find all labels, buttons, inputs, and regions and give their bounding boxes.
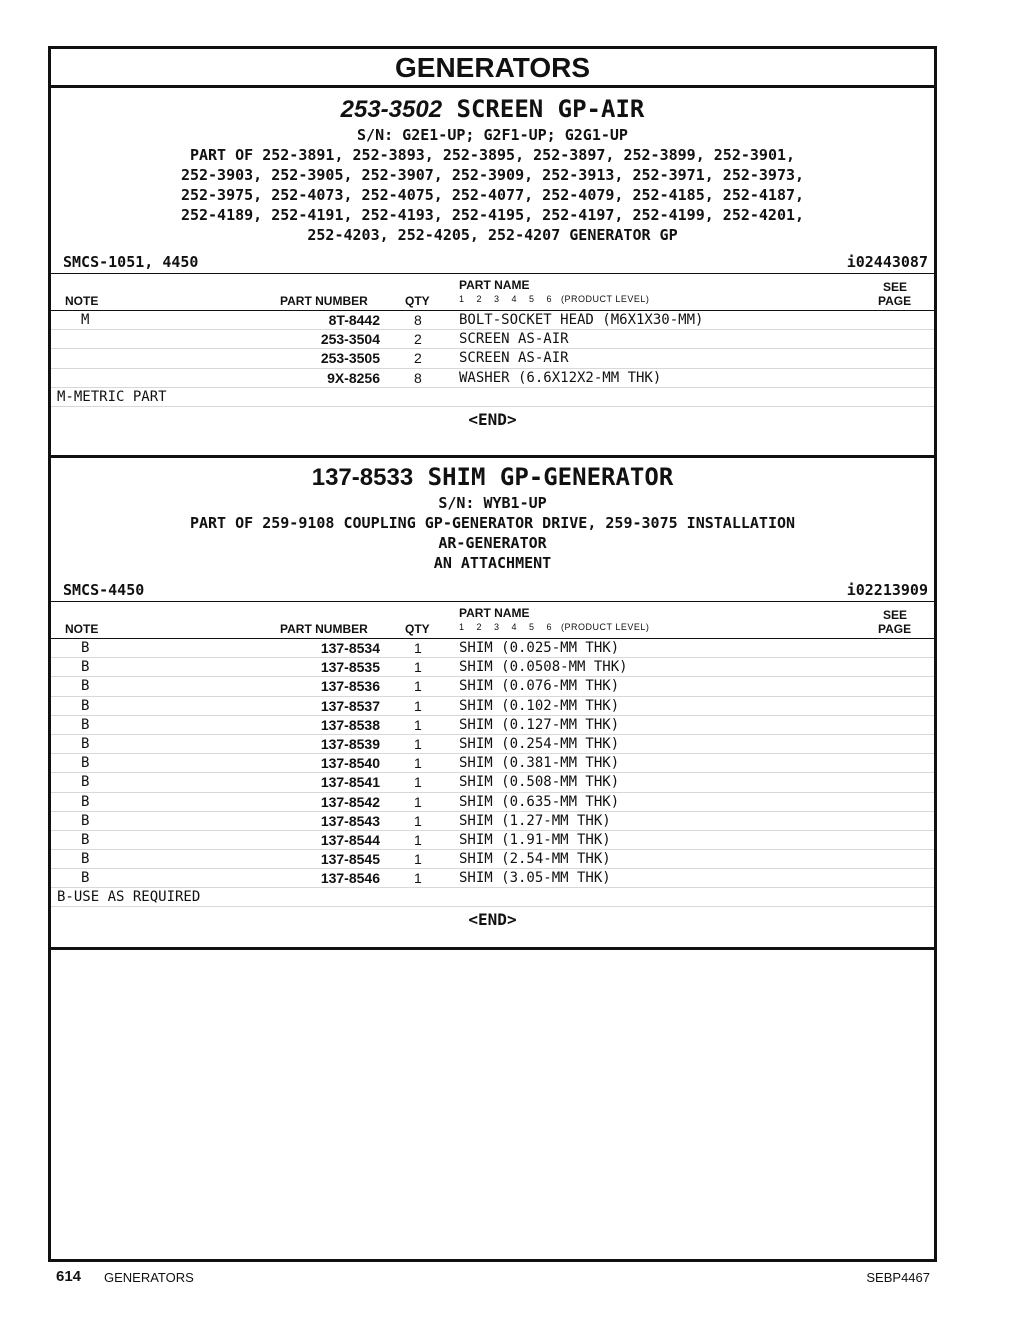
row-qty: 1: [414, 735, 422, 752]
row-part-name: SHIM (0.508-MM THK): [459, 774, 620, 791]
row-note: B: [81, 716, 90, 733]
row-part-number: 137-8541: [320, 774, 380, 791]
part-of-line: AN ATTACHMENT: [433, 554, 552, 572]
col-part-number: PART NUMBER: [280, 622, 368, 636]
table-row: [51, 735, 934, 754]
table-row: [51, 793, 934, 812]
row-qty: 1: [414, 678, 422, 695]
row-part-number: 137-8545: [320, 851, 380, 868]
footnote: M-METRIC PART: [51, 388, 934, 407]
col-see: SEE: [883, 280, 908, 294]
row-note: M: [81, 312, 90, 328]
row-note: B: [81, 851, 90, 868]
table-row: [51, 754, 934, 773]
row-part-name: SHIM (0.076-MM THK): [459, 678, 620, 695]
row-part-name: SHIM (0.381-MM THK): [459, 755, 620, 772]
row-part-name: SHIM (0.127-MM THK): [459, 716, 620, 733]
group-name: SHIM GP-GENERATOR: [427, 463, 674, 491]
row-part-name: SHIM (2.54-MM THK): [459, 851, 611, 868]
page-number: 614: [56, 1268, 82, 1285]
row-qty: 1: [414, 870, 422, 887]
part-of-line: 252-4189, 252-4191, 252-4193, 252-4195, 252-4197, 252-4199, 252-4201,: [180, 206, 805, 224]
row-note: B: [81, 774, 90, 791]
row-note: B: [81, 870, 90, 887]
row-part-name: SHIM (0.102-MM THK): [459, 697, 620, 714]
section-shim-gp-generator: [51, 462, 934, 950]
row-note: B: [81, 659, 90, 676]
row-note: B: [81, 755, 90, 772]
col-part-name: PART NAME: [459, 606, 530, 620]
col-part-name: PART NAME: [459, 278, 530, 292]
row-part-number: 253-3504: [320, 331, 380, 348]
row-qty: 1: [414, 697, 422, 714]
row-qty: 2: [414, 331, 422, 348]
table-row: [51, 639, 934, 658]
row-part-number: 8T-8442: [328, 312, 380, 328]
row-part-name: SHIM (3.05-MM THK): [459, 870, 611, 887]
row-part-name: SHIM (0.635-MM THK): [459, 793, 620, 810]
row-note: B: [81, 831, 90, 848]
illustration-ref: i02213909: [846, 581, 928, 599]
section-title: [51, 462, 934, 493]
row-part-name: BOLT-SOCKET HEAD (M6X1X30-MM): [459, 312, 704, 328]
table-row: [51, 697, 934, 716]
part-of-line: 252-4203, 252-4205, 252-4207 GENERATOR GP: [307, 226, 678, 244]
smcs-row: [51, 251, 934, 273]
row-note: B: [81, 697, 90, 714]
shim-rows: [51, 639, 934, 888]
col-page: PAGE: [878, 622, 912, 636]
footnote: B-USE AS REQUIRED: [51, 888, 934, 907]
row-qty: 1: [414, 793, 422, 810]
table-row: [51, 349, 934, 368]
row-part-name: WASHER (6.6X12X2-MM THK): [459, 369, 662, 386]
row-part-name: SCREEN AS-AIR: [459, 331, 569, 348]
table-row: [51, 773, 934, 792]
table-row: [51, 869, 934, 888]
row-part-name: SHIM (0.254-MM THK): [459, 735, 620, 752]
table-row: [51, 369, 934, 388]
part-of-line: AR-GENERATOR: [438, 534, 547, 552]
row-qty: 2: [414, 350, 422, 367]
row-note: B: [81, 735, 90, 752]
section-screen-gp-air: [51, 94, 934, 458]
row-qty: 1: [414, 812, 422, 829]
table-row: [51, 716, 934, 735]
row-part-number: 9X-8256: [327, 369, 380, 386]
document-id: SEBP4467: [866, 1270, 930, 1285]
row-part-number: 137-8535: [320, 659, 380, 676]
table-row: [51, 330, 934, 349]
row-qty: 1: [414, 659, 422, 676]
page-title: GENERATORS: [51, 49, 934, 88]
illustration-ref: i02443087: [846, 253, 928, 271]
row-part-number: 137-8543: [320, 812, 380, 829]
page-footer: [56, 1268, 930, 1288]
smcs-code: SMCS-1051, 4450: [63, 253, 199, 271]
section-title: [51, 94, 934, 125]
row-qty: 1: [414, 716, 422, 733]
part-of-line: 252-3903, 252-3905, 252-3907, 252-3909, 252-3913, 252-3971, 252-3973,: [180, 166, 805, 184]
table-row: [51, 831, 934, 850]
table-header: [51, 601, 934, 639]
row-qty: 8: [414, 369, 422, 386]
footer-section: GENERATORS: [104, 1270, 194, 1285]
row-part-number: 253-3505: [320, 350, 380, 367]
table-row: [51, 677, 934, 696]
end-marker: <END>: [468, 409, 517, 429]
serial-line: S/N: G2E1-UP; G2F1-UP; G2G1-UP: [357, 126, 628, 144]
group-part-number: 137-8533: [311, 464, 414, 491]
table-header: [51, 273, 934, 311]
table-row: [51, 850, 934, 869]
col-page: PAGE: [878, 294, 912, 308]
row-part-name: SHIM (0.0508-MM THK): [459, 659, 628, 676]
row-note: B: [81, 640, 90, 656]
row-note: B: [81, 678, 90, 695]
row-qty: 1: [414, 640, 422, 656]
col-note: NOTE: [65, 622, 99, 636]
table-row: [51, 311, 934, 330]
part-of-line: PART OF 252-3891, 252-3893, 252-3895, 252-3897, 252-3899, 252-3901,: [189, 146, 796, 164]
row-qty: 1: [414, 755, 422, 772]
row-note: B: [81, 812, 90, 829]
page-frame: [48, 46, 937, 1262]
row-qty: 8: [414, 312, 422, 328]
col-qty: QTY: [405, 294, 430, 308]
row-part-name: SCREEN AS-AIR: [459, 350, 569, 367]
row-part-number: 137-8546: [320, 870, 380, 887]
row-part-number: 137-8539: [320, 735, 380, 752]
col-part-number: PART NUMBER: [280, 294, 368, 308]
part-of-line: PART OF 259-9108 COUPLING GP-GENERATOR DRIVE, 259-3075 INSTALLATION: [189, 514, 796, 532]
row-note: B: [81, 793, 90, 810]
row-part-name: SHIM (1.27-MM THK): [459, 812, 611, 829]
section-header: [51, 462, 934, 573]
row-part-number: 137-8536: [320, 678, 380, 695]
smcs-code: SMCS-4450: [63, 581, 145, 599]
table-row: [51, 812, 934, 831]
part-of-line: 252-3975, 252-4073, 252-4075, 252-4077, 252-4079, 252-4185, 252-4187,: [180, 186, 805, 204]
smcs-row: [51, 579, 934, 601]
serial-line: S/N: WYB1-UP: [438, 494, 547, 512]
row-qty: 1: [414, 851, 422, 868]
row-part-number: 137-8534: [320, 640, 380, 656]
row-qty: 1: [414, 774, 422, 791]
row-part-number: 137-8544: [320, 831, 380, 848]
row-part-name: SHIM (0.025-MM THK): [459, 640, 620, 656]
row-part-number: 137-8540: [320, 755, 380, 772]
end-marker: <END>: [468, 910, 517, 930]
col-note: NOTE: [65, 294, 99, 308]
row-part-number: 137-8538: [320, 716, 380, 733]
row-part-name: SHIM (1.91-MM THK): [459, 831, 611, 848]
row-part-number: 137-8542: [320, 793, 380, 810]
col-qty: QTY: [405, 622, 430, 636]
col-see: SEE: [883, 608, 908, 622]
row-qty: 1: [414, 831, 422, 848]
section-header: [51, 94, 934, 245]
col-product-levels: 1 2 3 4 5 6 (PRODUCT LEVEL): [459, 622, 650, 632]
group-name: SCREEN GP-AIR: [456, 95, 645, 123]
col-product-levels: 1 2 3 4 5 6 (PRODUCT LEVEL): [459, 294, 650, 304]
group-part-number: 253-3502: [340, 96, 443, 123]
row-part-number: 137-8537: [320, 697, 380, 714]
table-row: [51, 658, 934, 677]
